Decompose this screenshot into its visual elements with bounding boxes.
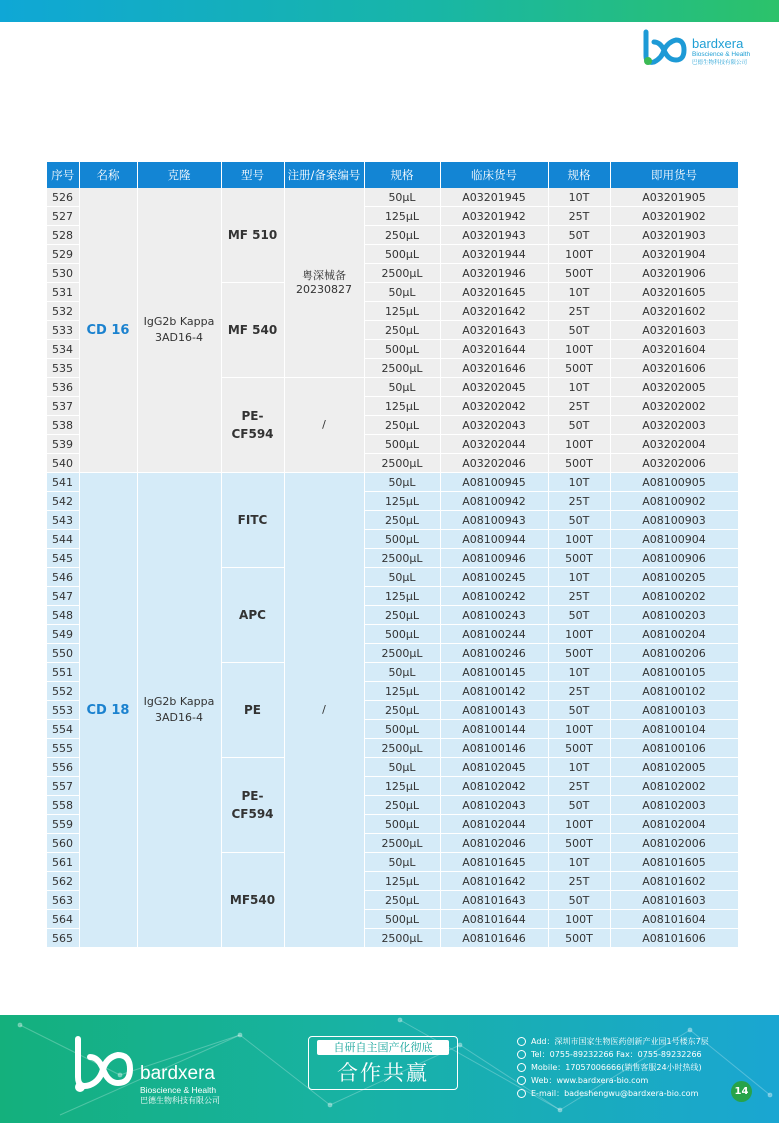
cell-seq: 526 [47, 188, 79, 207]
slogan-box [308, 1036, 458, 1090]
location-icon [517, 1037, 526, 1046]
cell-clinical-code: A08102042 [440, 777, 548, 796]
cell-clinical-code: A03201643 [440, 321, 548, 340]
cell-ready-code: A08101604 [610, 910, 738, 929]
cell-clinical-code: A08100144 [440, 720, 548, 739]
cell-seq: 534 [47, 340, 79, 359]
clone-line: IgG2b Kappa [143, 315, 215, 328]
cell-seq: 560 [47, 834, 79, 853]
cell-clinical-code: A03201645 [440, 283, 548, 302]
cell-seq: 563 [47, 891, 79, 910]
cell-test-spec: 100T [548, 245, 610, 264]
cell-ready-code: A03202006 [610, 454, 738, 473]
cell-seq: 543 [47, 511, 79, 530]
table-header-row [47, 162, 738, 188]
cell-test-spec: 10T [548, 378, 610, 397]
cell-test-spec: 500T [548, 644, 610, 663]
cell-clinical-code: A08102045 [440, 758, 548, 777]
cell-spec: 250µL [364, 796, 440, 815]
model-line: PE [244, 703, 261, 717]
table-row [47, 473, 738, 492]
cell-test-spec: 10T [548, 663, 610, 682]
cell-name: CD 18 [79, 473, 137, 948]
cell-clinical-code: A08100242 [440, 587, 548, 606]
cell-ready-code: A03201603 [610, 321, 738, 340]
cell-ready-code: A08100902 [610, 492, 738, 511]
cell-ready-code: A08100205 [610, 568, 738, 587]
cell-test-spec: 500T [548, 264, 610, 283]
clone-line: 3AD16-4 [155, 711, 203, 724]
cell-ready-code: A08100202 [610, 587, 738, 606]
cell-ready-code: A03201904 [610, 245, 738, 264]
registration-line: / [322, 703, 326, 716]
cell-ready-code: A03202004 [610, 435, 738, 454]
clone-line: 3AD16-4 [155, 331, 203, 344]
registration-line: 20230827 [296, 282, 352, 296]
footer-logo [70, 1035, 240, 1105]
cell-test-spec: 50T [548, 321, 610, 340]
registration-line: / [322, 418, 326, 431]
registration-line: 粤深械备 [302, 268, 346, 282]
cell-clinical-code: A03201946 [440, 264, 548, 283]
contact-email[interactable]: E-mail：badeshengwu@bardxera-bio.com [517, 1087, 757, 1100]
cell-spec: 2500µL [364, 359, 440, 378]
cell-seq: 530 [47, 264, 79, 283]
cell-ready-code: A08100104 [610, 720, 738, 739]
cell-spec: 500µL [364, 245, 440, 264]
email-icon [517, 1089, 526, 1098]
bardxera-logo-icon [70, 1035, 136, 1097]
cell-clinical-code: A08102046 [440, 834, 548, 853]
cell-test-spec: 10T [548, 473, 610, 492]
cell-seq: 561 [47, 853, 79, 872]
model-line: PE- [241, 789, 264, 803]
cell-spec: 250µL [364, 511, 440, 530]
cell-ready-code: A08100105 [610, 663, 738, 682]
cell-clinical-code: A03202044 [440, 435, 548, 454]
cell-test-spec: 500T [548, 454, 610, 473]
cell-spec: 500µL [364, 435, 440, 454]
cell-clinical-code: A08100246 [440, 644, 548, 663]
column-header: 规格 [548, 162, 610, 188]
cell-ready-code: A03201604 [610, 340, 738, 359]
cell-ready-code: A08100903 [610, 511, 738, 530]
model-line: MF 540 [227, 323, 278, 337]
cell-clinical-code: A08100944 [440, 530, 548, 549]
contact-web[interactable]: Web：www.bardxera-bio.com [517, 1074, 757, 1087]
cell-seq: 529 [47, 245, 79, 264]
header-brand: bardxera [692, 36, 744, 51]
cell-ready-code: A08100203 [610, 606, 738, 625]
cell-spec: 50µL [364, 853, 440, 872]
cell-model [221, 758, 284, 853]
cell-spec: 50µL [364, 568, 440, 587]
cell-registration [284, 378, 364, 473]
cell-spec: 50µL [364, 473, 440, 492]
cell-seq: 549 [47, 625, 79, 644]
cell-clinical-code: A03201942 [440, 207, 548, 226]
cell-spec: 500µL [364, 815, 440, 834]
cell-ready-code: A03201602 [610, 302, 738, 321]
model-line: APC [239, 608, 266, 622]
cell-test-spec: 10T [548, 568, 610, 587]
model-line: CF594 [231, 807, 274, 821]
cell-model [221, 188, 284, 283]
cell-seq: 536 [47, 378, 79, 397]
cell-seq: 535 [47, 359, 79, 378]
cell-seq: 565 [47, 929, 79, 948]
cell-seq: 564 [47, 910, 79, 929]
cell-clinical-code: A08100143 [440, 701, 548, 720]
cell-ready-code: A08102004 [610, 815, 738, 834]
phone-icon [517, 1050, 526, 1059]
cell-ready-code: A03202003 [610, 416, 738, 435]
model-line: MF540 [229, 893, 276, 907]
cell-ready-code: A03202005 [610, 378, 738, 397]
cell-test-spec: 50T [548, 226, 610, 245]
cell-test-spec: 500T [548, 739, 610, 758]
cell-ready-code: A08102006 [610, 834, 738, 853]
cell-ready-code: A08100206 [610, 644, 738, 663]
cell-spec: 2500µL [364, 264, 440, 283]
cell-spec: 50µL [364, 283, 440, 302]
cell-seq: 555 [47, 739, 79, 758]
cell-test-spec: 10T [548, 283, 610, 302]
cell-ready-code: A08102003 [610, 796, 738, 815]
cell-test-spec: 50T [548, 796, 610, 815]
cell-seq: 538 [47, 416, 79, 435]
column-header: 临床货号 [440, 162, 548, 188]
cell-registration [284, 473, 364, 948]
cell-clinical-code: A03201944 [440, 245, 548, 264]
footer-brand-sub-cn: 巴德生物科技有限公司 [140, 1096, 220, 1105]
cell-clinical-code: A08100943 [440, 511, 548, 530]
cell-model [221, 853, 284, 948]
cell-seq: 562 [47, 872, 79, 891]
cell-test-spec: 10T [548, 853, 610, 872]
cell-spec: 500µL [364, 340, 440, 359]
cell-model [221, 663, 284, 758]
cell-ready-code: A08100102 [610, 682, 738, 701]
cell-spec: 2500µL [364, 644, 440, 663]
column-header: 注册/备案编号 [284, 162, 364, 188]
cell-test-spec: 25T [548, 872, 610, 891]
cell-clinical-code: A03201945 [440, 188, 548, 207]
cell-test-spec: 50T [548, 701, 610, 720]
cell-spec: 50µL [364, 663, 440, 682]
cell-test-spec: 25T [548, 492, 610, 511]
cell-test-spec: 100T [548, 910, 610, 929]
cell-test-spec: 50T [548, 891, 610, 910]
cell-test-spec: 500T [548, 359, 610, 378]
cell-spec: 2500µL [364, 834, 440, 853]
cell-seq: 551 [47, 663, 79, 682]
cell-seq: 539 [47, 435, 79, 454]
column-header: 克隆 [137, 162, 221, 188]
cell-clone [137, 188, 221, 473]
cell-seq: 544 [47, 530, 79, 549]
cell-seq: 553 [47, 701, 79, 720]
cell-seq: 554 [47, 720, 79, 739]
cell-ready-code: A03201605 [610, 283, 738, 302]
cell-ready-code: A08100103 [610, 701, 738, 720]
cell-ready-code: A03201903 [610, 226, 738, 245]
cell-clinical-code: A08100945 [440, 473, 548, 492]
cell-clinical-code: A08101642 [440, 872, 548, 891]
cell-test-spec: 100T [548, 340, 610, 359]
cell-seq: 552 [47, 682, 79, 701]
cell-test-spec: 10T [548, 188, 610, 207]
cell-test-spec: 25T [548, 777, 610, 796]
cell-clinical-code: A03201642 [440, 302, 548, 321]
cell-ready-code: A08100906 [610, 549, 738, 568]
cell-spec: 125µL [364, 492, 440, 511]
cell-test-spec: 100T [548, 720, 610, 739]
cell-ready-code: A08101602 [610, 872, 738, 891]
model-line: FITC [237, 513, 268, 527]
cell-spec: 250µL [364, 701, 440, 720]
top-color-bar [0, 0, 779, 22]
column-header: 型号 [221, 162, 284, 188]
cell-spec: 125µL [364, 207, 440, 226]
cell-seq: 540 [47, 454, 79, 473]
cell-spec: 50µL [364, 378, 440, 397]
cell-seq: 546 [47, 568, 79, 587]
cell-spec: 125µL [364, 302, 440, 321]
cell-spec: 2500µL [364, 454, 440, 473]
cell-clinical-code: A08102044 [440, 815, 548, 834]
cell-ready-code: A03201906 [610, 264, 738, 283]
cell-ready-code: A03202002 [610, 397, 738, 416]
contact-phone: Tel：0755-89232266 Fax：0755-89232266 [517, 1048, 757, 1061]
cell-clinical-code: A08101645 [440, 853, 548, 872]
cell-spec: 250µL [364, 321, 440, 340]
cell-test-spec: 100T [548, 435, 610, 454]
header-brand-sub-en: Bioscience & Health [692, 51, 751, 58]
cell-test-spec: 25T [548, 397, 610, 416]
cell-ready-code: A03201902 [610, 207, 738, 226]
cell-model [221, 473, 284, 568]
cell-test-spec: 25T [548, 302, 610, 321]
cell-test-spec: 25T [548, 587, 610, 606]
cell-spec: 125µL [364, 682, 440, 701]
cell-spec: 250µL [364, 891, 440, 910]
cell-seq: 547 [47, 587, 79, 606]
cell-clinical-code: A08100942 [440, 492, 548, 511]
cell-test-spec: 500T [548, 549, 610, 568]
header-brand-sub-cn: 巴德生物科技有限公司 [692, 60, 748, 66]
cell-spec: 125µL [364, 587, 440, 606]
cell-clinical-code: A08100244 [440, 625, 548, 644]
cell-spec: 125µL [364, 397, 440, 416]
cell-ready-code: A08101605 [610, 853, 738, 872]
footer-brand: bardxera [140, 1063, 215, 1084]
cell-test-spec: 100T [548, 625, 610, 644]
cell-spec: 2500µL [364, 549, 440, 568]
cell-clinical-code: A03201943 [440, 226, 548, 245]
cell-ready-code: A08102002 [610, 777, 738, 796]
cell-name: CD 16 [79, 188, 137, 473]
cell-test-spec: 25T [548, 682, 610, 701]
cell-test-spec: 50T [548, 416, 610, 435]
cell-test-spec: 500T [548, 834, 610, 853]
cell-clinical-code: A08101646 [440, 929, 548, 948]
cell-seq: 545 [47, 549, 79, 568]
cell-test-spec: 10T [548, 758, 610, 777]
cell-seq: 532 [47, 302, 79, 321]
cell-spec: 500µL [364, 530, 440, 549]
cell-clinical-code: A08101643 [440, 891, 548, 910]
cell-seq: 558 [47, 796, 79, 815]
table-row [47, 188, 738, 207]
cell-spec: 50µL [364, 758, 440, 777]
cell-registration [284, 188, 364, 378]
cell-seq: 557 [47, 777, 79, 796]
contact-mobile: Mobile：17057006666(销售客服24小时热线) [517, 1061, 757, 1074]
cell-ready-code: A08100106 [610, 739, 738, 758]
cell-seq: 556 [47, 758, 79, 777]
cell-spec: 250µL [364, 606, 440, 625]
bardxera-logo-icon [640, 28, 688, 68]
cell-spec: 500µL [364, 625, 440, 644]
cell-ready-code: A08100904 [610, 530, 738, 549]
footer-brand-sub-en: Bioscience & Health [140, 1085, 217, 1095]
cell-model [221, 378, 284, 473]
column-header: 规格 [364, 162, 440, 188]
page-number: 14 [731, 1081, 752, 1102]
cell-seq: 559 [47, 815, 79, 834]
cell-seq: 541 [47, 473, 79, 492]
cell-clinical-code: A08100243 [440, 606, 548, 625]
cell-test-spec: 50T [548, 511, 610, 530]
model-line: CF594 [231, 427, 274, 441]
cell-spec: 250µL [364, 226, 440, 245]
cell-test-spec: 100T [548, 530, 610, 549]
cell-spec: 2500µL [364, 929, 440, 948]
slogan-top: 自研自主国产化彻底 [317, 1040, 449, 1055]
contact-address: Add：深圳市国家生物医药创新产业园1号楼东7层 [517, 1035, 757, 1048]
cell-clinical-code: A03202046 [440, 454, 548, 473]
cell-seq: 542 [47, 492, 79, 511]
cell-spec: 125µL [364, 777, 440, 796]
clone-line: IgG2b Kappa [143, 695, 215, 708]
cell-clinical-code: A08100142 [440, 682, 548, 701]
product-table [47, 162, 739, 948]
cell-test-spec: 25T [548, 207, 610, 226]
cell-ready-code: A03201606 [610, 359, 738, 378]
cell-clinical-code: A08100145 [440, 663, 548, 682]
cell-seq: 527 [47, 207, 79, 226]
cell-spec: 500µL [364, 720, 440, 739]
cell-clinical-code: A03201644 [440, 340, 548, 359]
cell-seq: 550 [47, 644, 79, 663]
cell-clinical-code: A03202042 [440, 397, 548, 416]
cell-clinical-code: A03201646 [440, 359, 548, 378]
model-line: PE- [241, 409, 264, 423]
cell-clinical-code: A03202043 [440, 416, 548, 435]
header-logo [640, 28, 770, 68]
cell-ready-code: A08100905 [610, 473, 738, 492]
slogan-main: 合作共赢 [337, 1061, 429, 1085]
cell-test-spec: 500T [548, 929, 610, 948]
cell-clone [137, 473, 221, 948]
cell-model [221, 568, 284, 663]
cell-clinical-code: A08100146 [440, 739, 548, 758]
web-icon [517, 1076, 526, 1085]
cell-test-spec: 100T [548, 815, 610, 834]
cell-ready-code: A08102005 [610, 758, 738, 777]
cell-spec: 2500µL [364, 739, 440, 758]
cell-ready-code: A08101603 [610, 891, 738, 910]
cell-spec: 125µL [364, 872, 440, 891]
cell-seq: 548 [47, 606, 79, 625]
cell-spec: 50µL [364, 188, 440, 207]
cell-model [221, 283, 284, 378]
cell-ready-code: A08100204 [610, 625, 738, 644]
mobile-icon [517, 1063, 526, 1072]
cell-clinical-code: A08100946 [440, 549, 548, 568]
column-header: 序号 [47, 162, 79, 188]
column-header: 名称 [79, 162, 137, 188]
cell-spec: 500µL [364, 910, 440, 929]
cell-ready-code: A08101606 [610, 929, 738, 948]
cell-seq: 537 [47, 397, 79, 416]
cell-spec: 250µL [364, 416, 440, 435]
cell-clinical-code: A08100245 [440, 568, 548, 587]
cell-seq: 531 [47, 283, 79, 302]
cell-clinical-code: A03202045 [440, 378, 548, 397]
cell-seq: 533 [47, 321, 79, 340]
cell-clinical-code: A08101644 [440, 910, 548, 929]
contact-info [517, 1035, 757, 1100]
cell-seq: 528 [47, 226, 79, 245]
column-header: 即用货号 [610, 162, 738, 188]
model-line: MF 510 [227, 228, 278, 242]
cell-ready-code: A03201905 [610, 188, 738, 207]
cell-test-spec: 50T [548, 606, 610, 625]
cell-clinical-code: A08102043 [440, 796, 548, 815]
